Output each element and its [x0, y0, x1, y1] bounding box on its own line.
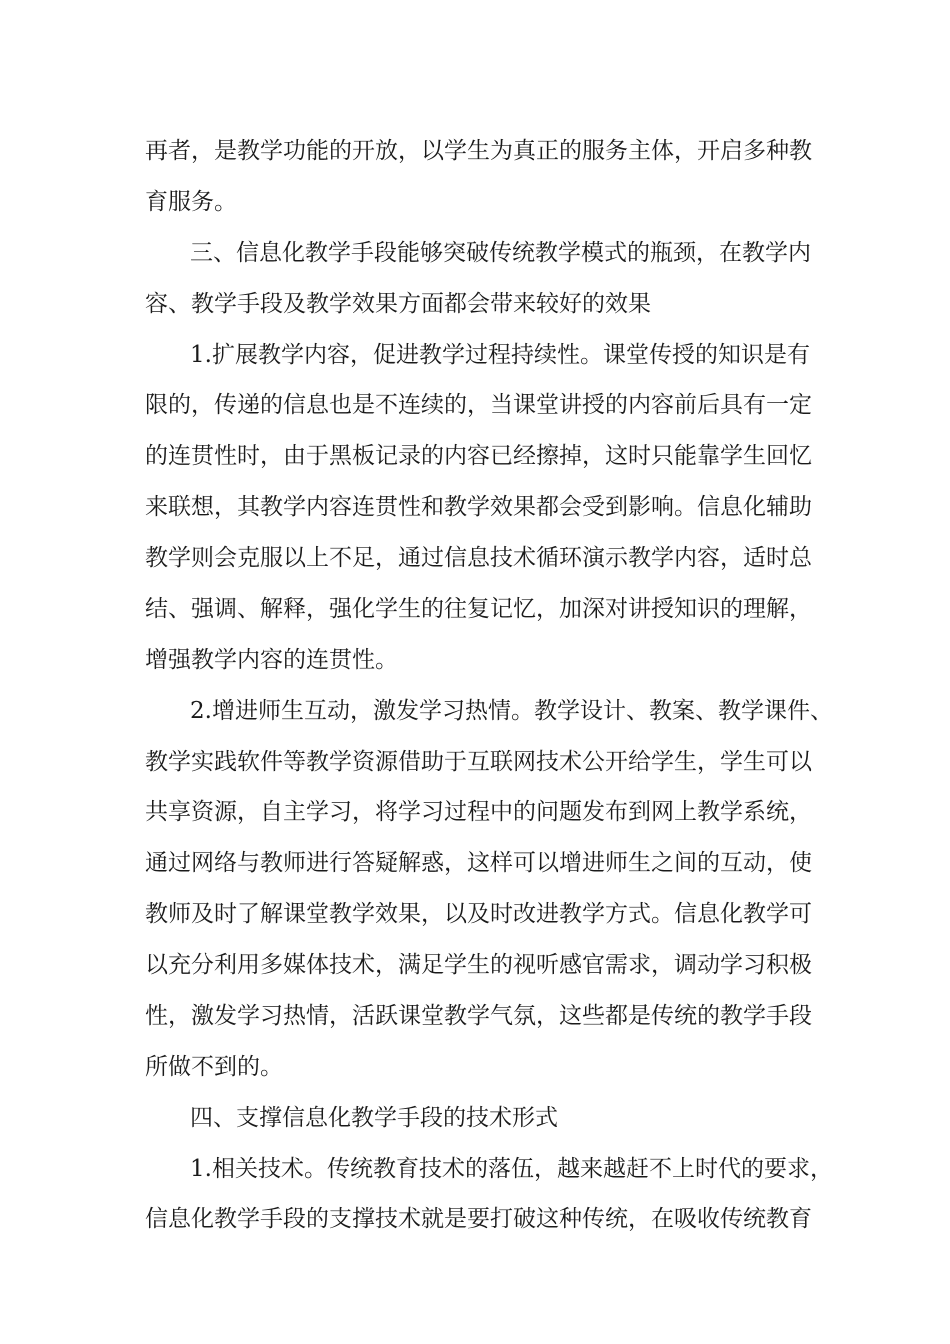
text-line: 1.扩展教学内容，促进教学过程持续性。课堂传授的知识是有: [190, 342, 810, 368]
text-line: 所做不到的。: [145, 1054, 283, 1080]
text-line: 教学实践软件等教学资源借助于互联网技术公开给学生，学生可以: [145, 749, 812, 775]
text-line: 的连贯性时，由于黑板记录的内容已经擦掉，这时只能靠学生回忆: [145, 443, 812, 469]
text-line: 来联想，其教学内容连贯性和教学效果都会受到影响。信息化辅助: [145, 494, 812, 520]
text-line: 2.增进师生互动，激发学习热情。教学设计、教案、教学课件、: [190, 698, 833, 724]
text-line: 以充分利用多媒体技术，满足学生的视听感官需求，调动学习积极: [145, 952, 812, 978]
text-line: 教师及时了解课堂教学效果，以及时改进教学方式。信息化教学可: [145, 901, 812, 927]
section-heading: 三、信息化教学手段能够突破传统教学模式的瓶颈，在教学内: [190, 240, 811, 266]
text-line: 通过网络与教师进行答疑解惑，这样可以增进师生之间的互动，使: [145, 850, 812, 876]
text-line: 1.相关技术。传统教育技术的落伍，越来越赶不上时代的要求，: [190, 1156, 833, 1182]
text-line: 结、强调、解释，强化学生的往复记忆，加深对讲授知识的理解，: [145, 596, 812, 622]
text-line: 育服务。: [145, 189, 237, 215]
text-line: 性，激发学习热情，活跃课堂教学气氛，这些都是传统的教学手段: [145, 1003, 812, 1029]
text-line: 共享资源，自主学习，将学习过程中的问题发布到网上教学系统，: [145, 799, 812, 825]
text-line: 增强教学内容的连贯性。: [145, 647, 398, 673]
text-line: 再者，是教学功能的开放，以学生为真正的服务主体，开启多种教: [145, 138, 812, 164]
text-line: 限的，传递的信息也是不连续的，当课堂讲授的内容前后具有一定: [145, 392, 812, 418]
section-heading: 四、支撑信息化教学手段的技术形式: [190, 1105, 558, 1131]
text-line: 信息化教学手段的支撑技术就是要打破这种传统，在吸收传统教育: [145, 1206, 812, 1232]
section-heading: 容、教学手段及教学效果方面都会带来较好的效果: [145, 291, 651, 317]
text-line: 教学则会克服以上不足，通过信息技术循环演示教学内容，适时总: [145, 545, 812, 571]
